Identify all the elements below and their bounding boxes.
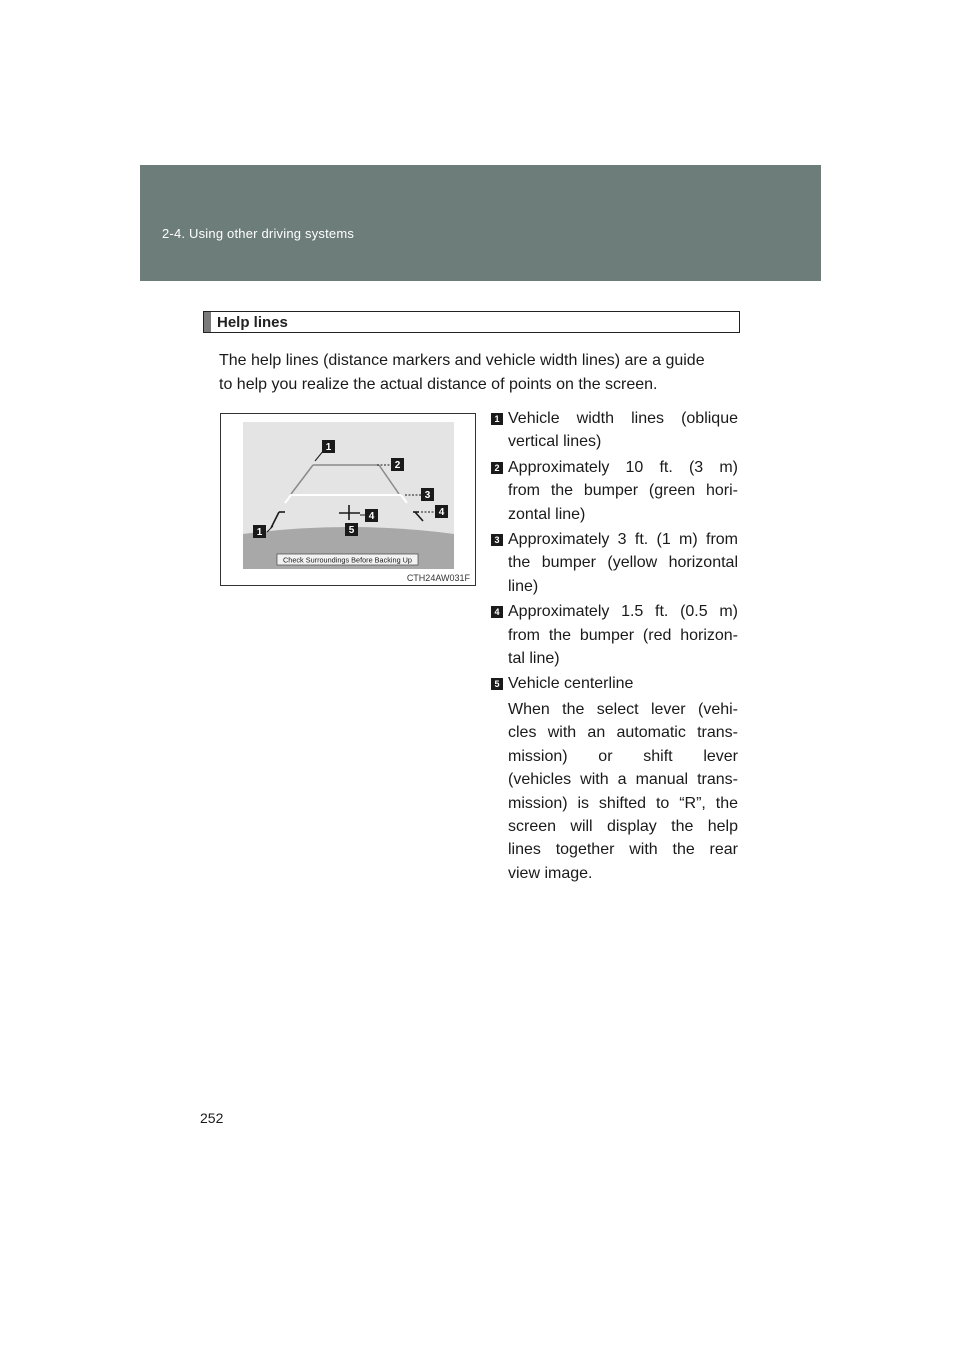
svg-text:1: 1 (325, 442, 332, 453)
chapter-header: 2-4. Using other driving systems (162, 226, 355, 241)
svg-text:4: 4 (438, 507, 445, 518)
item-text: Approximately 1.5 ft. (0.5 m) (508, 603, 738, 621)
rear-view-screen-illustration (221, 414, 477, 587)
callout-4-right (435, 505, 448, 518)
item-text: the bumper (yellow horizontal (508, 554, 738, 572)
item-number-badge: 5 (491, 678, 503, 690)
note-text: mission) is shifted to “R”, the (508, 794, 738, 812)
item-text: Approximately 10 ft. (3 m) (508, 458, 738, 476)
callout-1-bottom (253, 525, 266, 538)
figure-code: CTH24AW031F (406, 573, 470, 583)
svg-text:3: 3 (424, 490, 431, 501)
intro-line: The help lines (distance markers and vehicle width lines) are a guide (219, 352, 705, 369)
legend-item (491, 600, 738, 670)
item-number-badge: 4 (491, 606, 503, 618)
legend-item (491, 528, 738, 598)
note-text: screen will display the help (508, 817, 738, 835)
svg-text:2: 2 (394, 460, 401, 471)
svg-text:1: 1 (256, 527, 263, 538)
item-text: Vehicle centerline (508, 675, 634, 693)
item-text: from the bumper (green hori- (508, 482, 738, 500)
section-title: Help lines (217, 314, 288, 331)
callout-3 (421, 488, 434, 501)
svg-text:5: 5 (348, 525, 355, 536)
usage-note (491, 698, 738, 885)
item-number-badge: 2 (491, 462, 503, 474)
note-text: cles with an automatic trans- (508, 724, 738, 742)
note-text: When the select lever (vehi- (508, 700, 738, 718)
item-text: zontal line) (508, 505, 586, 523)
callout-4-center (365, 509, 378, 522)
item-text: tal line) (508, 650, 560, 668)
callout-legend (491, 407, 738, 885)
page-number: 252 (200, 1110, 224, 1126)
section-heading (203, 311, 740, 333)
note-text: view image. (508, 864, 593, 882)
callout-1-top (322, 440, 335, 453)
item-text: line) (508, 577, 539, 595)
legend-item (491, 456, 738, 526)
callout-5 (345, 523, 358, 536)
note-text: lines together with the rear (508, 841, 738, 859)
item-text: from the bumper (red horizon- (508, 626, 738, 644)
warning-banner-text: Check Surroundings Before Backing Up (283, 555, 412, 565)
item-number-badge: 1 (491, 413, 503, 425)
item-text: Vehicle width lines (oblique (508, 410, 738, 427)
svg-text:4: 4 (368, 511, 375, 522)
item-number-badge: 3 (491, 534, 503, 546)
item-text: Approximately 3 ft. (1 m) from (508, 531, 738, 549)
legend-item (491, 672, 738, 695)
callout-2 (391, 458, 404, 471)
rear-view-figure (220, 413, 476, 586)
note-text: mission) or shift lever (508, 747, 738, 765)
intro-paragraph (219, 349, 740, 397)
header-band (140, 165, 821, 281)
legend-item (491, 407, 738, 454)
intro-line: to help you realize the actual distance of points on the screen. (219, 376, 658, 393)
item-text: vertical lines) (508, 433, 602, 451)
note-text: (vehicles with a manual trans- (508, 771, 738, 789)
section-heading-bar (204, 312, 211, 332)
